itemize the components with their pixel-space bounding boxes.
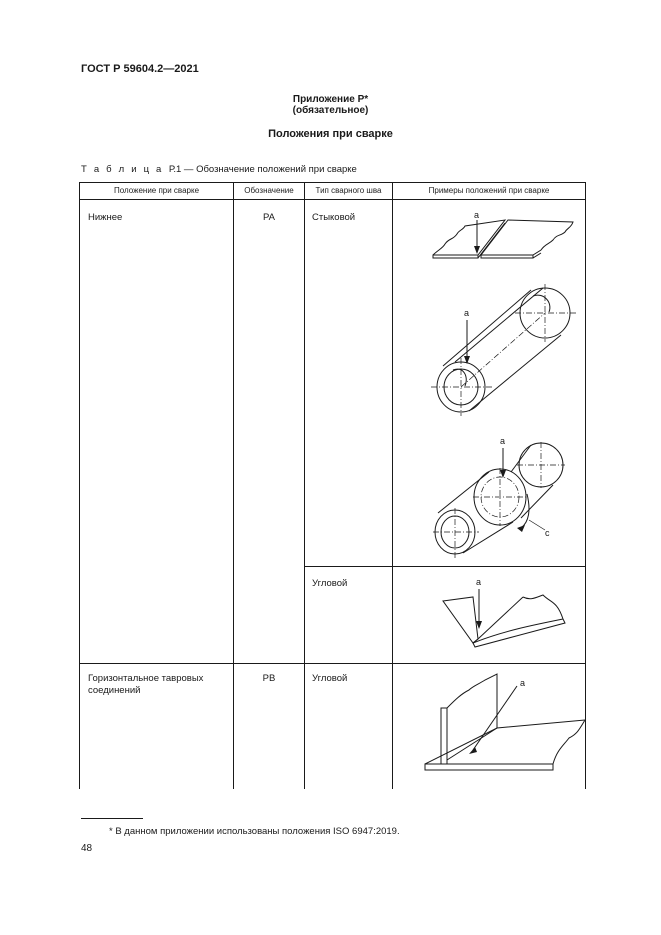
fig5-label-a: a	[520, 678, 526, 688]
page-number: 48	[81, 843, 93, 854]
section-title: Положения при сварке	[268, 128, 393, 140]
row1-weld-type-fillet: Угловой	[312, 578, 348, 589]
figure-pipe-rotated	[393, 430, 585, 565]
row1-code: PA	[263, 212, 275, 223]
fig3-label-c: c	[545, 528, 550, 538]
row2-position: Горизонтальное тавровых соединений	[88, 673, 204, 696]
appendix-title-line1: Приложение Р*	[292, 94, 369, 105]
footnote: * В данном приложении использованы положения ISO 6947:2019.	[109, 826, 400, 837]
appendix-title	[0, 94, 661, 116]
appendix-title-line2: (обязательное)	[292, 105, 369, 116]
table-border-right	[585, 182, 586, 789]
row2-code: PB	[262, 673, 276, 684]
row1-weld-type-butt: Стыковой	[312, 212, 356, 223]
figure-fillet-flat	[393, 567, 585, 663]
fig1-label-a: a	[474, 210, 480, 220]
table-header-weld-type: Тип сварного шва	[315, 186, 382, 195]
table-header-examples: Примеры положений при сварке	[428, 186, 550, 195]
fig2-label-a: a	[464, 308, 470, 318]
table-caption-text: Р.1 — Обозначение положений при сварке	[168, 164, 357, 175]
table-col-divider	[233, 182, 234, 789]
table-caption-prefix: Т а б л и ц а	[81, 164, 164, 175]
table-border-left	[79, 182, 80, 789]
table-caption	[81, 164, 357, 175]
table-header-position: Положение при сварке	[113, 186, 200, 195]
row1-position: Нижнее	[88, 212, 123, 223]
row2-weld-type: Угловой	[312, 673, 348, 684]
fig3-label-a: a	[500, 436, 506, 446]
document-code: ГОСТ Р 59604.2—2021	[81, 63, 199, 75]
figure-flat-plates-butt	[393, 200, 585, 270]
table-header-code: Обозначение	[244, 186, 294, 195]
fig4-label-a: a	[476, 577, 482, 587]
figure-fillet-horizontal	[393, 664, 585, 789]
table-col-divider	[304, 182, 305, 789]
footnote-rule	[81, 818, 143, 819]
figure-pipe-horizontal	[393, 280, 585, 420]
